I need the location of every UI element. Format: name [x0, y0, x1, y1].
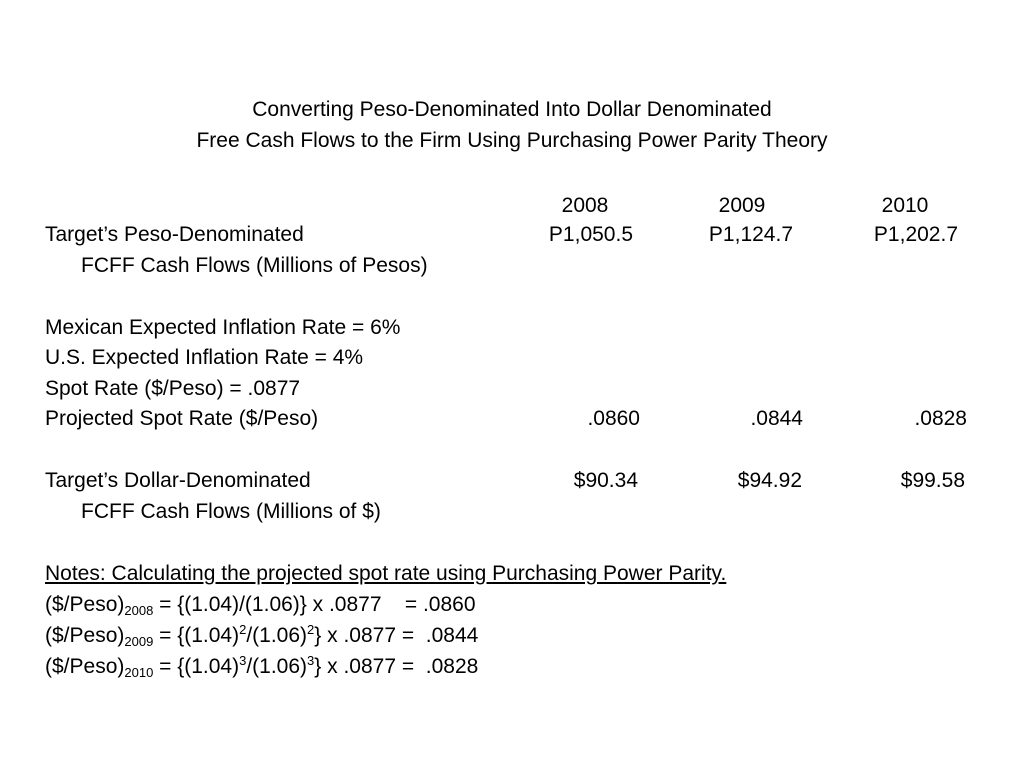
- equation-part-c: } x .0877 = .0844: [314, 624, 479, 647]
- peso-fcff-2009: P1,124.7: [708, 223, 793, 246]
- equation-lead: ($/Peso): [45, 593, 125, 616]
- equation-part-b: /(1.06): [246, 655, 308, 678]
- note-equation-2010: [45, 654, 478, 680]
- equation-superscript-a: 2: [239, 622, 247, 637]
- equation-part-a: = {(1.04): [153, 624, 240, 647]
- mexican-inflation: Mexican Expected Inflation Rate = 6%: [45, 316, 401, 339]
- equation-lead: ($/Peso): [45, 624, 125, 647]
- projected-spot-2008: .0860: [587, 407, 640, 430]
- dollar-fcff-sublabel: FCFF Cash Flows (Millions of $): [81, 500, 381, 523]
- note-equation-2008: [45, 592, 476, 618]
- peso-fcff-label: Target’s Peso-Denominated: [45, 223, 304, 246]
- notes-heading: Notes: Calculating the projected spot rate using Purchasing Power Parity.: [45, 562, 727, 585]
- equation-part-a: = {(1.04): [153, 655, 240, 678]
- year-header-2010: 2010: [881, 194, 929, 217]
- peso-fcff-2008: P1,050.5: [548, 223, 633, 246]
- title-line-1: Converting Peso-Denominated Into Dollar Denominated: [252, 98, 772, 121]
- year-header-2008: 2008: [561, 194, 609, 217]
- projected-spot-label: Projected Spot Rate ($/Peso): [45, 407, 319, 430]
- peso-fcff-2010: P1,202.7: [873, 223, 958, 246]
- projected-spot-2010: .0828: [914, 407, 967, 430]
- dollar-fcff-2010: $99.58: [900, 469, 965, 492]
- equation-subscript: 2008: [124, 603, 154, 618]
- equation-part-b: /(1.06): [246, 624, 308, 647]
- equation-subscript: 2010: [124, 665, 154, 680]
- equation-superscript-a: 3: [239, 653, 247, 668]
- dollar-fcff-2008: $90.34: [573, 469, 638, 492]
- equation-subscript: 2009: [124, 634, 154, 649]
- equation-lead: ($/Peso): [45, 655, 125, 678]
- dollar-fcff-2009: $94.92: [737, 469, 802, 492]
- title-line-2: Free Cash Flows to the Firm Using Purchasing Power Parity Theory: [196, 129, 828, 152]
- note-equation-2009: [45, 623, 478, 649]
- year-header-2009: 2009: [718, 194, 766, 217]
- equation-rest: = {(1.04)/(1.06)} x .0877 = .0860: [153, 593, 476, 616]
- dollar-fcff-label: Target’s Dollar-Denominated: [45, 469, 311, 492]
- equation-superscript-b: 2: [307, 622, 315, 637]
- projected-spot-2009: .0844: [750, 407, 803, 430]
- equation-superscript-b: 3: [307, 653, 315, 668]
- peso-fcff-sublabel: FCFF Cash Flows (Millions of Pesos): [81, 254, 428, 277]
- us-inflation: U.S. Expected Inflation Rate = 4%: [45, 346, 364, 369]
- spot-rate: Spot Rate ($/Peso) = .0877: [45, 377, 301, 400]
- equation-part-c: } x .0877 = .0828: [314, 655, 479, 678]
